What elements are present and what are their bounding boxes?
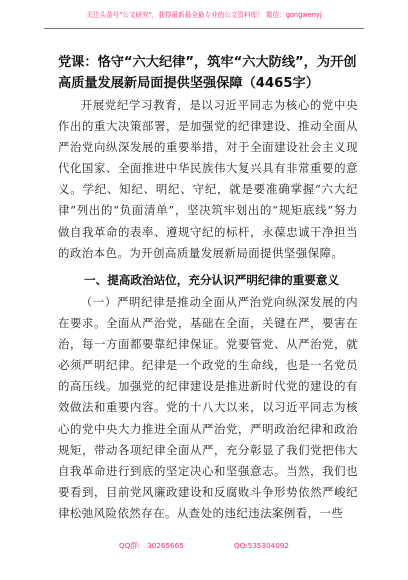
page-header: 关注头条号"公文研究"，获得最新最全最专业的公文资料库！ 微信：gongwenyj xyxy=(86,11,322,19)
section-heading: 一、提高政治站位，充分认识严明纪律的重要意义 xyxy=(84,273,340,287)
footer-qq-group: QQ群: 30265665 xyxy=(119,541,184,550)
page-footer xyxy=(0,540,408,552)
footer-qq: QQ:535304092 xyxy=(234,541,289,550)
header-divider xyxy=(44,28,364,29)
intro-paragraph: 开展党纪学习教育，是以习近平同志为核心的党中央作出的重大决策部署，是加强党的纪律建设、推动全面从严治党向纵深发展的重要举措，对于全面建设社会主义现代化国家、全面推进中华民族伟大复兴具有非常重要的意义。学纪、知纪、明纪、守纪，就是要准确掌握“六大纪律”列出的“负面清单”，坚决筑牢划出的“规矩底线”努力做自我革命的表率、遵规守纪的标杆，永葆忠诚干净担当的政治本色。为开创高质量发展新局面提供坚强保障。 xyxy=(58,98,358,260)
document-title: 党课：恪守“六大纪律”，筑牢“六大防线”，为开创高质量发展新局面提供坚强保障（4465字） xyxy=(58,55,357,91)
section-paragraph: （一）严明纪律是推动全面从严治党向纵深发展的内在要求。全面从严治党，基础在全面，关键在严，要害在治，每一方面都要靠纪律保证。党要管党、从严治党，就必须严明纪律。纪律是一个政党的生命线，也是一名党员的高压线。加强党的纪律建设是推进新时代党的建设的有效做法和重要内容。党的十八大以来，以习近平同志为核心的党中央大力推进全面从严治党，严明政治纪律和政治规矩，带动各项纪律全面从严，充分彰显了我们党把伟大自我革命进行到底的坚定决心和坚强意志。当然，我们也要看到，目前党风廉政建设和反腐败斗争形势依然严峻纪律松弛风险依然存在。从查处的违纪违法案例看，一些 xyxy=(58,295,358,520)
